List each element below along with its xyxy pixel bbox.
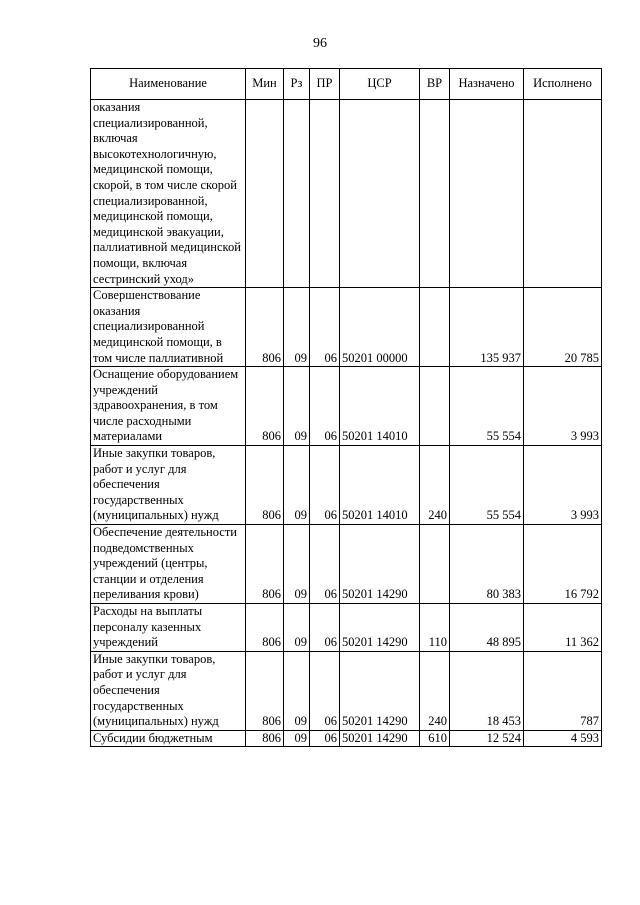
cell-executed: 3 993 xyxy=(524,446,602,525)
cell-name: Оснащение оборудованием учреждений здравоохранения, в том числе расходными материалами xyxy=(91,367,246,446)
cell-executed xyxy=(524,100,602,288)
column-header-name: Наименование xyxy=(91,69,246,100)
cell-min: 806 xyxy=(246,367,284,446)
cell-vr xyxy=(420,367,450,446)
cell-csr: 50201 14010 xyxy=(340,367,420,446)
cell-csr xyxy=(340,100,420,288)
cell-name: Расходы на выплаты персоналу казенных учреждений xyxy=(91,604,246,652)
cell-min xyxy=(246,100,284,288)
budget-table xyxy=(90,68,602,747)
cell-rz xyxy=(284,100,310,288)
cell-pr: 06 xyxy=(310,525,340,604)
column-header-pr: ПР xyxy=(310,69,340,100)
cell-pr: 06 xyxy=(310,604,340,652)
cell-vr xyxy=(420,525,450,604)
table-row xyxy=(91,730,602,747)
cell-vr: 240 xyxy=(420,446,450,525)
cell-csr: 50201 14290 xyxy=(340,651,420,730)
table-row xyxy=(91,288,602,367)
cell-csr: 50201 00000 xyxy=(340,288,420,367)
cell-assigned: 12 524 xyxy=(450,730,524,747)
cell-vr: 610 xyxy=(420,730,450,747)
cell-vr: 110 xyxy=(420,604,450,652)
cell-rz: 09 xyxy=(284,604,310,652)
column-header-executed: Исполнено xyxy=(524,69,602,100)
column-header-csr: ЦСР xyxy=(340,69,420,100)
cell-csr: 50201 14290 xyxy=(340,604,420,652)
cell-pr: 06 xyxy=(310,651,340,730)
column-header-rz: Рз xyxy=(284,69,310,100)
cell-rz: 09 xyxy=(284,525,310,604)
cell-vr xyxy=(420,288,450,367)
cell-rz: 09 xyxy=(284,446,310,525)
cell-assigned: 55 554 xyxy=(450,446,524,525)
table-row xyxy=(91,367,602,446)
cell-rz: 09 xyxy=(284,288,310,367)
cell-name: Обеспечение деятельности подведомственных учреждений (центры, станции и отделения переливания крови) xyxy=(91,525,246,604)
cell-assigned xyxy=(450,100,524,288)
cell-assigned: 135 937 xyxy=(450,288,524,367)
cell-name: Иные закупки товаров, работ и услуг для обеспечения государственных (муниципальных) нужд xyxy=(91,446,246,525)
cell-executed: 16 792 xyxy=(524,525,602,604)
cell-assigned: 80 383 xyxy=(450,525,524,604)
cell-name: Совершенствование оказания специализированной медицинской помощи, в том числе паллиативной xyxy=(91,288,246,367)
column-header-min: Мин xyxy=(246,69,284,100)
cell-pr: 06 xyxy=(310,288,340,367)
table-body xyxy=(91,100,602,747)
cell-name: оказания специализированной, включая высокотехнологичную, медицинской помощи, скорой, в том числе скорой специализированной, медицинской помощи, медицинской эвакуации, паллиативной медицинской помощи, включая сестринский уход» xyxy=(91,100,246,288)
cell-csr: 50201 14290 xyxy=(340,525,420,604)
cell-csr: 50201 14290 xyxy=(340,730,420,747)
cell-min: 806 xyxy=(246,288,284,367)
cell-min: 806 xyxy=(246,446,284,525)
cell-rz: 09 xyxy=(284,730,310,747)
cell-executed: 3 993 xyxy=(524,367,602,446)
cell-min: 806 xyxy=(246,525,284,604)
cell-vr xyxy=(420,100,450,288)
cell-vr: 240 xyxy=(420,651,450,730)
table-row xyxy=(91,604,602,652)
cell-pr xyxy=(310,100,340,288)
cell-min: 806 xyxy=(246,730,284,747)
table-row xyxy=(91,100,602,288)
cell-executed: 20 785 xyxy=(524,288,602,367)
cell-min: 806 xyxy=(246,651,284,730)
cell-min: 806 xyxy=(246,604,284,652)
table-header-row xyxy=(91,69,602,100)
cell-pr: 06 xyxy=(310,367,340,446)
cell-rz: 09 xyxy=(284,367,310,446)
cell-pr: 06 xyxy=(310,446,340,525)
cell-assigned: 55 554 xyxy=(450,367,524,446)
cell-pr: 06 xyxy=(310,730,340,747)
cell-executed: 4 593 xyxy=(524,730,602,747)
cell-assigned: 48 895 xyxy=(450,604,524,652)
cell-csr: 50201 14010 xyxy=(340,446,420,525)
cell-name: Субсидии бюджетным xyxy=(91,730,246,747)
cell-rz: 09 xyxy=(284,651,310,730)
cell-name: Иные закупки товаров, работ и услуг для обеспечения государственных (муниципальных) нужд xyxy=(91,651,246,730)
table-row xyxy=(91,446,602,525)
cell-assigned: 18 453 xyxy=(450,651,524,730)
column-header-vr: ВР xyxy=(420,69,450,100)
page-number: 96 xyxy=(313,36,327,51)
table-row xyxy=(91,651,602,730)
column-header-assigned: Назначено xyxy=(450,69,524,100)
table-row xyxy=(91,525,602,604)
cell-executed: 11 362 xyxy=(524,604,602,652)
cell-executed: 787 xyxy=(524,651,602,730)
